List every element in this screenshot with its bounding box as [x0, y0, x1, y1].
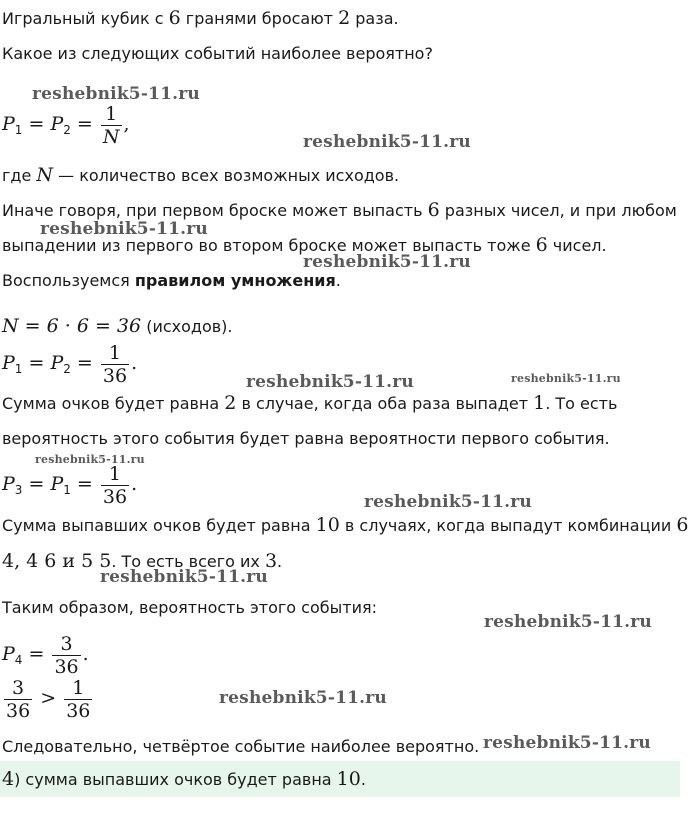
math-op: =	[70, 113, 99, 135]
answer-box	[0, 761, 680, 797]
formula-p1-p2	[2, 102, 130, 148]
math-op: =	[22, 643, 51, 665]
numerator: 1	[101, 103, 122, 126]
watermark: reshebnik5-11.ru	[484, 612, 652, 632]
math-op: >	[34, 687, 63, 709]
math-punct: .	[131, 473, 138, 495]
math-number: 3	[264, 550, 278, 572]
watermark: reshebnik5-11.ru	[303, 132, 471, 152]
denominator: N	[102, 126, 120, 148]
bold-term: правилом умножения	[134, 271, 336, 290]
fraction	[101, 342, 129, 387]
math-var: P	[50, 352, 64, 374]
math-op: =	[70, 352, 99, 374]
math-sub: 3	[14, 483, 23, 497]
math-sub: 1	[14, 362, 23, 376]
answer-text	[2, 769, 366, 790]
numerator: 1	[101, 463, 129, 486]
math-number: 2	[338, 7, 351, 29]
fraction	[52, 633, 80, 678]
math-number: 10	[315, 514, 340, 536]
watermark: reshebnik5-11.ru	[246, 372, 414, 392]
thus-line: Таким образом, вероятность этого события:	[2, 598, 377, 617]
text: где	[2, 166, 37, 185]
denominator: 36	[6, 700, 31, 722]
math-sub: 1	[14, 123, 23, 137]
text: в случае, когда оба раза выпадет	[236, 394, 534, 413]
math-var: P	[2, 352, 15, 374]
math-number: 2	[224, 392, 237, 414]
math-var: P	[2, 113, 15, 135]
text: . То есть всего их	[111, 552, 265, 571]
watermark: reshebnik5-11.ru	[303, 252, 471, 272]
text: . То есть	[545, 394, 618, 413]
math-combinations: 4, 4 6 и 5 5	[2, 550, 112, 572]
math-var: P	[50, 113, 64, 135]
sum10-line-1	[2, 515, 688, 536]
text: — количество всех возможных исходов.	[53, 166, 400, 185]
text: Иначе говоря, при первом броске может выпасть	[2, 201, 428, 220]
sum2-line-1	[2, 393, 617, 414]
math-op: =	[22, 473, 51, 495]
watermark: reshebnik5-11.ru	[511, 372, 621, 385]
watermark: reshebnik5-11.ru	[35, 453, 145, 466]
math-number: 6	[535, 234, 548, 256]
rule-line	[2, 271, 341, 291]
watermark: reshebnik5-11.ru	[483, 733, 651, 753]
formula-p3	[2, 462, 137, 508]
text: Сумма выпавших очков будет равна	[2, 516, 316, 535]
math-number: 4	[2, 768, 15, 790]
text: (исходов).	[141, 317, 233, 336]
denominator: 36	[66, 700, 91, 722]
conclusion-line: Следовательно, четвёртое событие наиболее вероятно.	[2, 737, 480, 756]
math-sub: 1	[63, 483, 71, 497]
text: ) сумма выпавших очков будет равна	[14, 770, 337, 789]
math-op: =	[22, 113, 51, 135]
intro-line	[2, 8, 399, 29]
math-punct: .	[131, 352, 138, 374]
math-op: =	[70, 473, 99, 495]
fraction	[101, 103, 122, 148]
math-var: P	[50, 473, 64, 495]
numerator: 3	[4, 677, 32, 700]
text: в случаях, когда выпадут комбинации	[339, 516, 677, 535]
numerator: 1	[64, 677, 92, 700]
text: раза.	[350, 9, 399, 28]
math-sub: 2	[63, 362, 71, 376]
denominator: 36	[54, 656, 79, 678]
math-punct: ,	[123, 113, 130, 135]
math-number: 6	[676, 514, 688, 536]
math-var: N	[36, 164, 54, 186]
watermark: reshebnik5-11.ru	[40, 219, 208, 239]
watermark: reshebnik5-11.ru	[219, 688, 387, 708]
text: Игральный кубик с	[2, 9, 169, 28]
denominator: 36	[102, 365, 128, 387]
formula-p4	[2, 632, 89, 678]
sum2-line-2: вероятность этого события будет равна вероятности первого события.	[2, 429, 610, 448]
fraction	[64, 677, 92, 722]
math-sub: 4	[14, 653, 23, 667]
text: гранями бросают	[180, 9, 339, 28]
compare-fractions	[2, 676, 94, 722]
math-var: P	[2, 643, 15, 665]
text: Воспользуемся	[2, 271, 135, 290]
math-punct: .	[82, 643, 89, 665]
numerator: 3	[52, 633, 80, 656]
fraction	[4, 677, 32, 722]
text: .	[335, 271, 341, 290]
math-expression: N = 6 · 6 = 36	[2, 315, 142, 337]
math-op: =	[22, 352, 51, 374]
otherwise-line-1	[2, 200, 677, 221]
text: выпадении из первого во втором броске может выпасть тоже	[2, 236, 536, 255]
formula-n	[2, 316, 233, 337]
text: .	[360, 770, 366, 789]
text: .	[277, 552, 283, 571]
fraction	[101, 463, 129, 508]
text: разных чисел, и при любом	[439, 201, 677, 220]
math-number: 6	[168, 7, 181, 29]
watermark: reshebnik5-11.ru	[100, 567, 268, 587]
math-number: 10	[336, 768, 361, 790]
question-line: Какое из следующих событий наиболее вероятно?	[2, 44, 433, 63]
math-var: P	[2, 473, 15, 495]
text: чисел.	[547, 236, 607, 255]
math-number: 1	[533, 392, 546, 414]
denominator: 36	[102, 486, 128, 508]
where-line	[2, 165, 399, 186]
watermark: reshebnik5-11.ru	[32, 84, 200, 104]
math-sub: 2	[63, 123, 71, 137]
watermark: reshebnik5-11.ru	[364, 492, 532, 512]
math-number: 6	[427, 199, 440, 221]
numerator: 1	[101, 342, 129, 365]
formula-p1-p2-value	[2, 341, 137, 387]
text: Сумма очков будет равна	[2, 394, 225, 413]
